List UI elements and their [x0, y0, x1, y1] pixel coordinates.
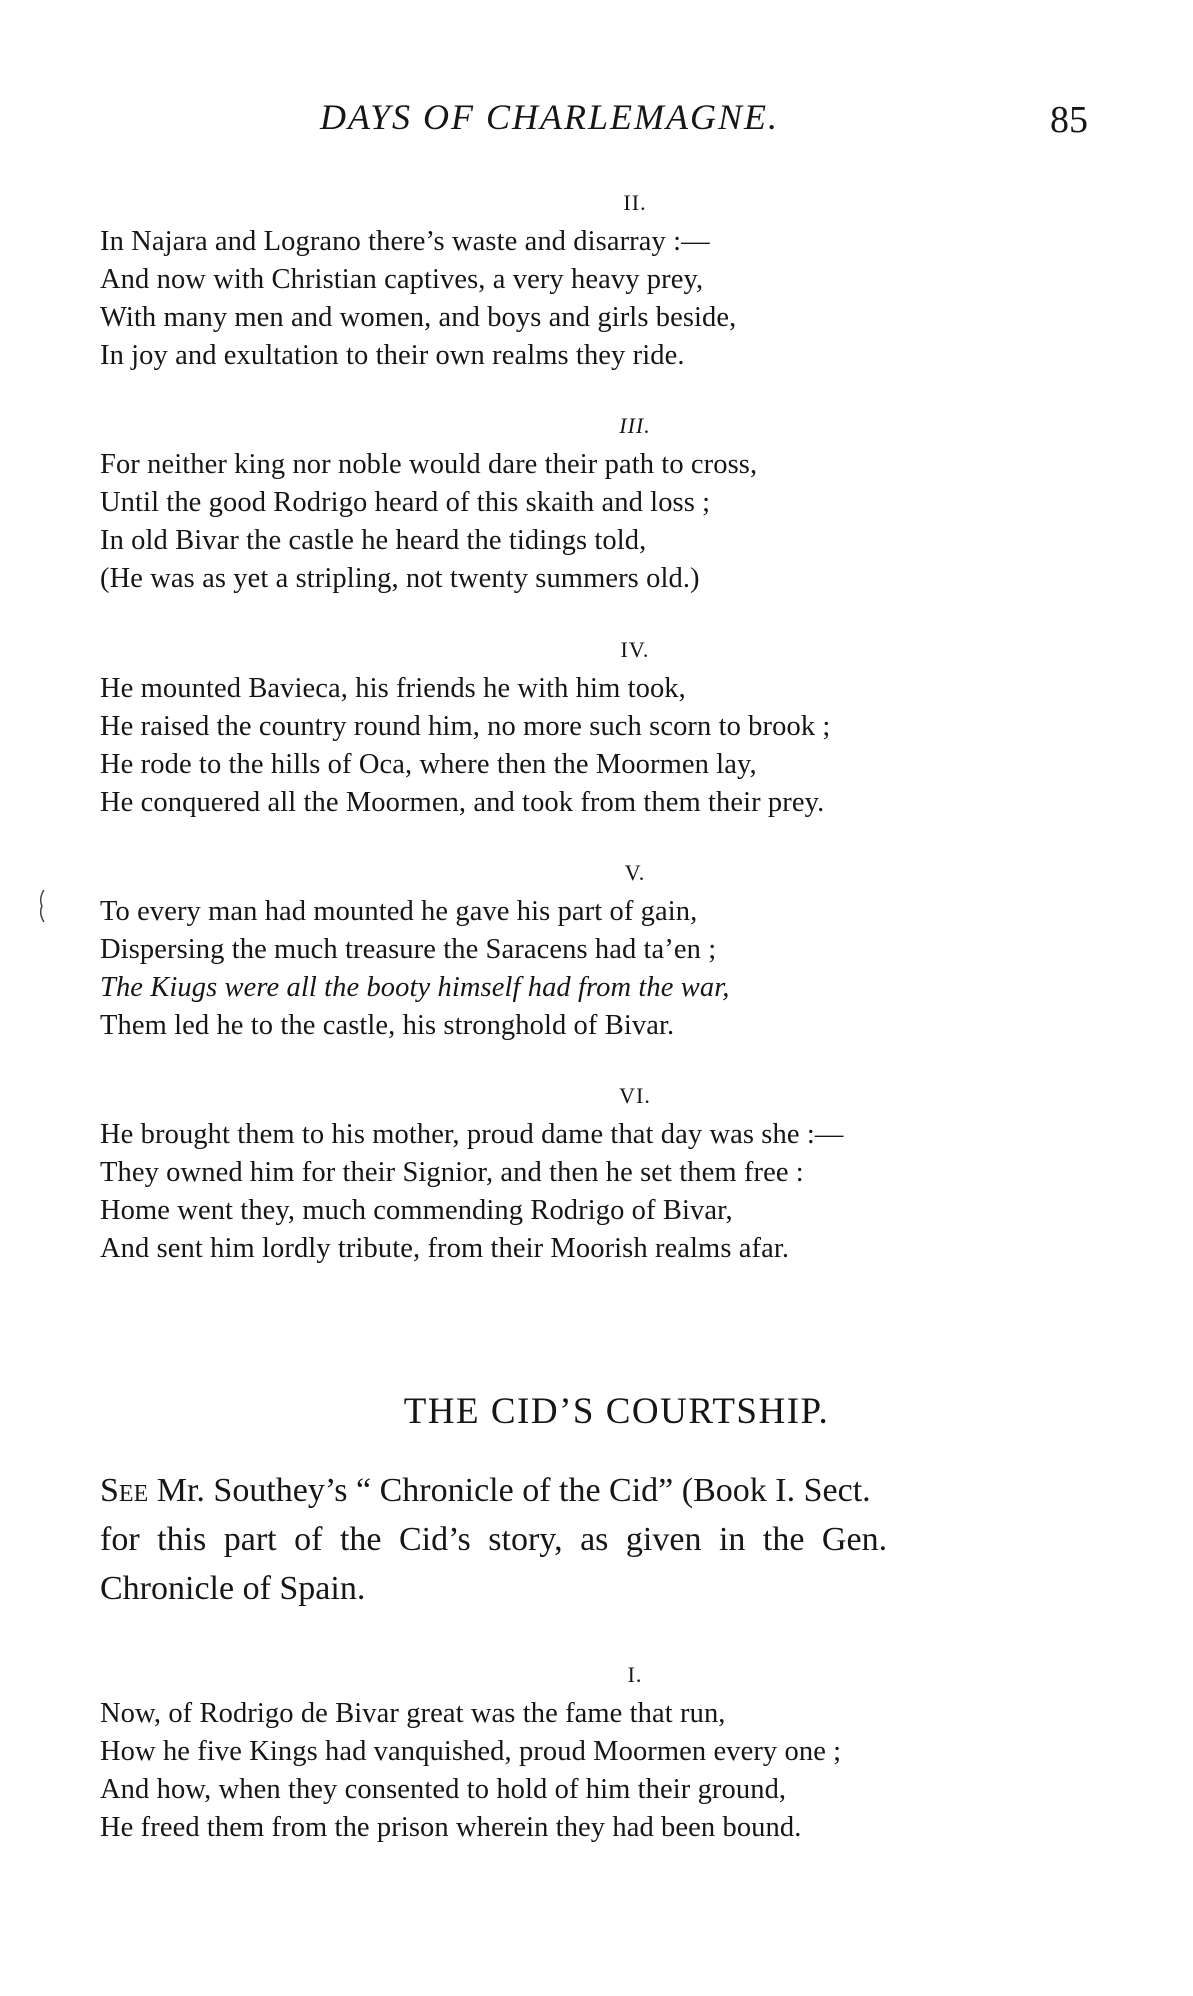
- verse-line: He raised the country round him, no more such scorn to brook ;: [100, 711, 831, 742]
- verse-line: To every man had mounted he gave his part of gain,: [100, 896, 698, 927]
- verse-line: He conquered all the Moormen, and took from them their prey.: [100, 787, 825, 818]
- verse-line: How he five Kings had vanquished, proud Moormen every one ;: [100, 1736, 842, 1767]
- verse-line: In joy and exultation to their own realms they ride.: [100, 340, 685, 371]
- stanza-number: IV.: [620, 637, 650, 662]
- verse-line: Them led he to the castle, his stronghold of Bivar.: [100, 1010, 675, 1041]
- verse-line: He freed them from the prison wherein they had been bound.: [100, 1812, 802, 1843]
- verse-line: Dispersing the much treasure the Saracens had ta’en ;: [100, 934, 717, 965]
- stanza-number: II.: [623, 190, 647, 215]
- verse-line: Until the good Rodrigo heard of this skaith and loss ;: [100, 487, 711, 518]
- stanza-number: VI.: [619, 1083, 651, 1108]
- verse-line: He mounted Bavieca, his friends he with him took,: [100, 673, 686, 704]
- section-title: THE CID’S COURTSHIP.: [403, 1391, 830, 1432]
- verse-line: The Kiugs were all the booty himself had from the war,: [100, 972, 730, 1003]
- stanza-number: I.: [627, 1662, 643, 1687]
- verse-line: And sent him lordly tribute, from their Moorish realms afar.: [100, 1233, 790, 1264]
- verse-line: And now with Christian captives, a very heavy prey,: [100, 264, 704, 295]
- verse-line: In old Bivar the castle he heard the tidings told,: [100, 525, 647, 556]
- verse-line: (He was as yet a stripling, not twenty summers old.): [100, 563, 700, 594]
- intro-line-1: [100, 1472, 871, 1510]
- verse-line: Now, of Rodrigo de Bivar great was the fame that run,: [100, 1698, 726, 1729]
- stanza-number: III.: [619, 413, 651, 438]
- page-number: 85: [1050, 99, 1088, 141]
- verse-line: In Najara and Lograno there’s waste and disarray :—: [100, 226, 710, 257]
- margin-mark: [37, 888, 47, 930]
- margin-bracket-icon: [37, 888, 47, 924]
- verse-line: Home went they, much commending Rodrigo of Bivar,: [100, 1195, 733, 1226]
- intro-line-2: for this part of the Cid’s story, as given in the Gen.: [100, 1521, 888, 1558]
- running-title: DAYS OF CHARLEMAGNE.: [320, 97, 779, 137]
- verse-line: And how, when they consented to hold of him their ground,: [100, 1774, 787, 1805]
- verse-line: He rode to the hills of Oca, where then the Moormen lay,: [100, 749, 757, 780]
- stanza-number: V.: [624, 860, 646, 885]
- verse-line: For neither king nor noble would dare their path to cross,: [100, 449, 758, 480]
- intro-line-3: Chronicle of Spain.: [100, 1570, 366, 1607]
- verse-line: With many men and women, and boys and girls beside,: [100, 302, 737, 333]
- intro-line-1-text: Mr. Southey’s “ Chronicle of the Cid” (Book I. Sect.: [148, 1472, 871, 1509]
- verse-line: He brought them to his mother, proud dame that day was she :—: [100, 1119, 844, 1150]
- intro-first-word: See: [100, 1472, 149, 1509]
- running-head: [0, 96, 1193, 146]
- verse-line: They owned him for their Signior, and then he set them free :: [100, 1157, 804, 1188]
